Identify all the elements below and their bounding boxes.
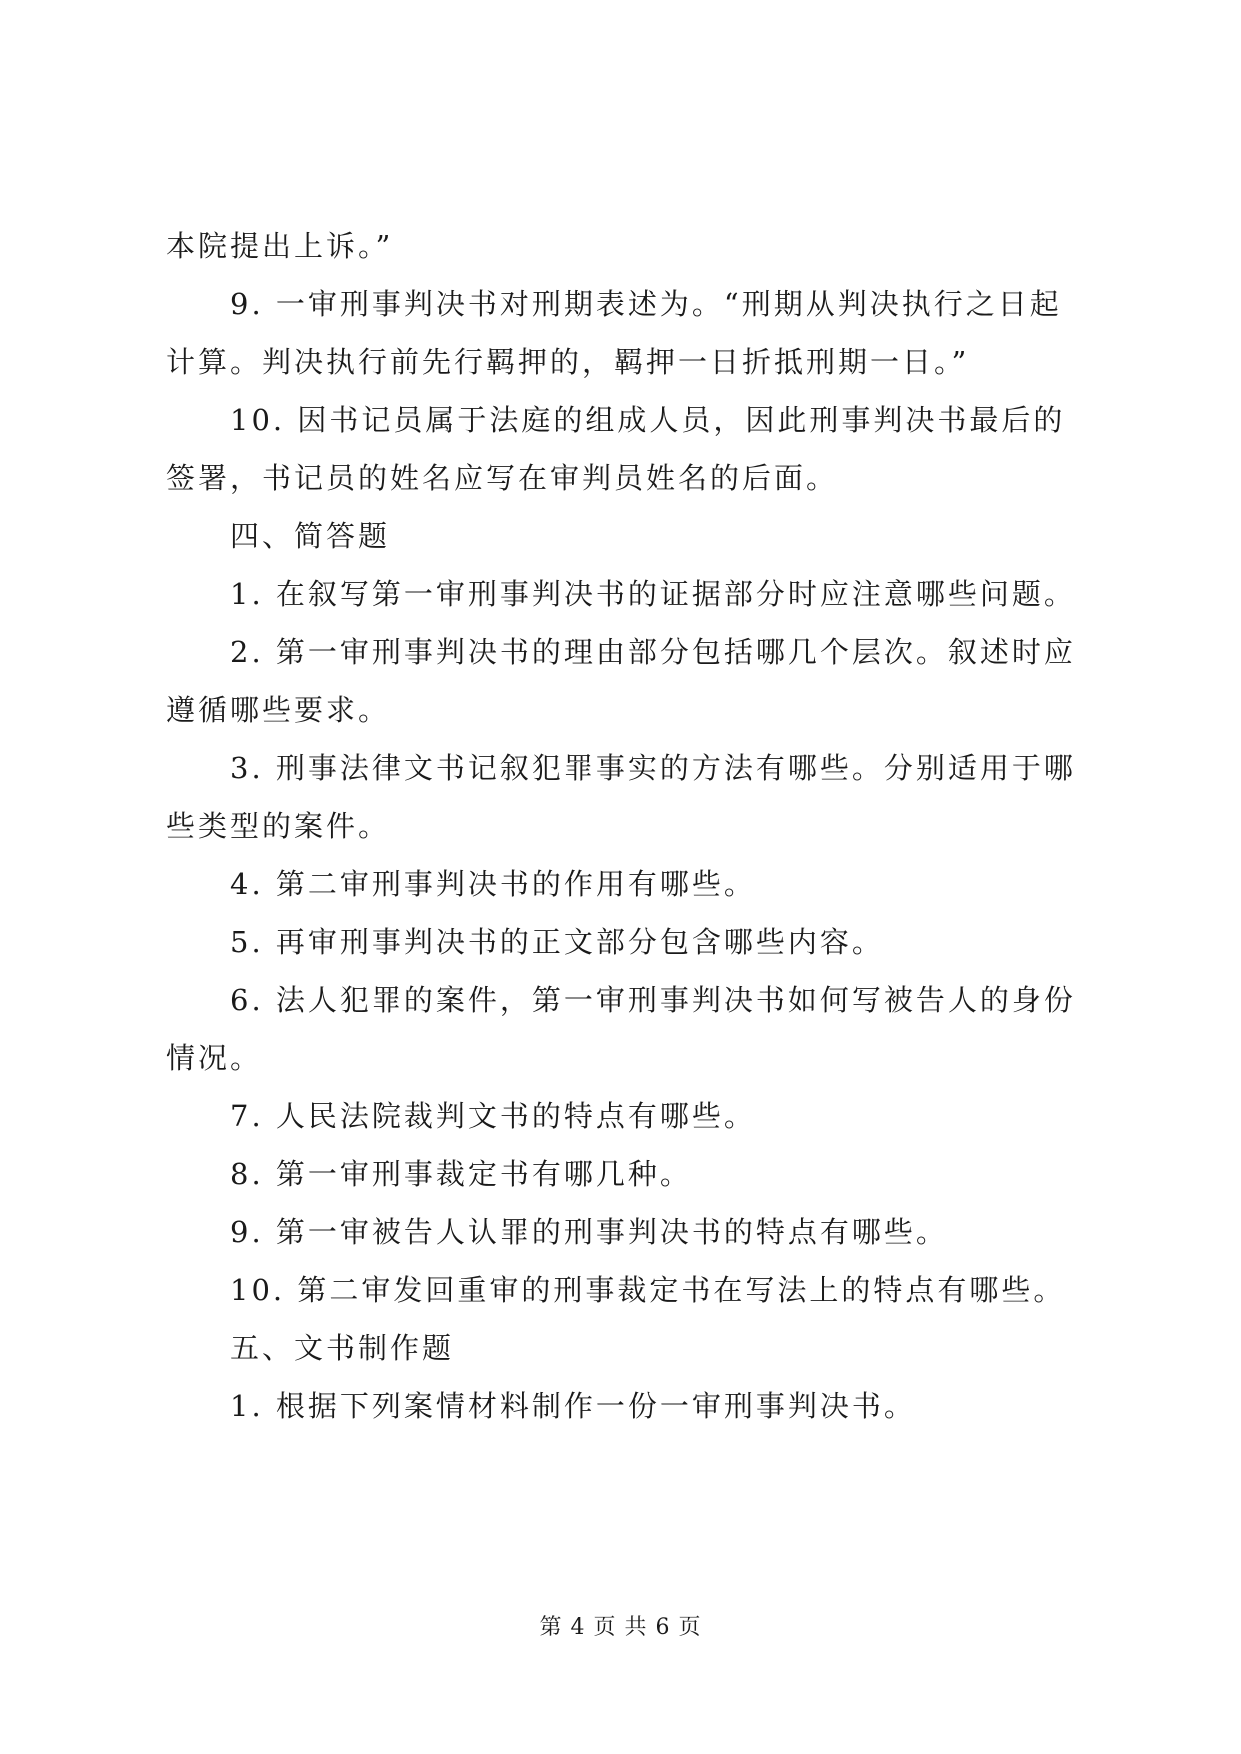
- text-line: 6. 法人犯罪的案件，第一审刑事判决书如何写被告人的身份: [230, 983, 1076, 1017]
- text-line: 4. 第二审刑事判决书的作用有哪些。: [230, 867, 756, 901]
- text-line: 3. 刑事法律文书记叙犯罪事实的方法有哪些。分别适用于哪: [230, 751, 1076, 785]
- text-line: 本院提出上诉。”: [166, 229, 394, 263]
- text-line: 计算。判决执行前先行羁押的，羁押一日折抵刑期一日。”: [166, 345, 970, 379]
- text-line: 10. 第二审发回重审的刑事裁定书在写法上的特点有哪些。: [230, 1273, 1066, 1307]
- text-line: 7. 人民法院裁判文书的特点有哪些。: [230, 1099, 756, 1133]
- text-line: 2. 第一审刑事判决书的理由部分包括哪几个层次。叙述时应: [230, 635, 1076, 669]
- section-heading: 四、简答题: [230, 519, 391, 553]
- section-heading: 五、文书制作题: [230, 1331, 455, 1365]
- text-line: 10. 因书记员属于法庭的组成人员，因此刑事判决书最后的: [230, 403, 1066, 437]
- text-line: 9. 一审刑事判决书对刑期表述为。“刑期从判决执行之日起: [230, 287, 1062, 321]
- text-line: 1. 根据下列案情材料制作一份一审刑事判决书。: [230, 1389, 916, 1423]
- text-line: 8. 第一审刑事裁定书有哪几种。: [230, 1157, 692, 1191]
- text-line: 5. 再审刑事判决书的正文部分包含哪些内容。: [230, 925, 884, 959]
- text-line: 遵循哪些要求。: [166, 693, 391, 727]
- text-line: 情况。: [166, 1041, 263, 1075]
- text-line: 签署，书记员的姓名应写在审判员姓名的后面。: [166, 461, 839, 495]
- text-line: 些类型的案件。: [166, 809, 391, 843]
- text-line: 9. 第一审被告人认罪的刑事判决书的特点有哪些。: [230, 1215, 948, 1249]
- page-number-footer: 第 4 页 共 6 页: [539, 1615, 702, 1640]
- text-line: 1. 在叙写第一审刑事判决书的证据部分时应注意哪些问题。: [230, 577, 1076, 611]
